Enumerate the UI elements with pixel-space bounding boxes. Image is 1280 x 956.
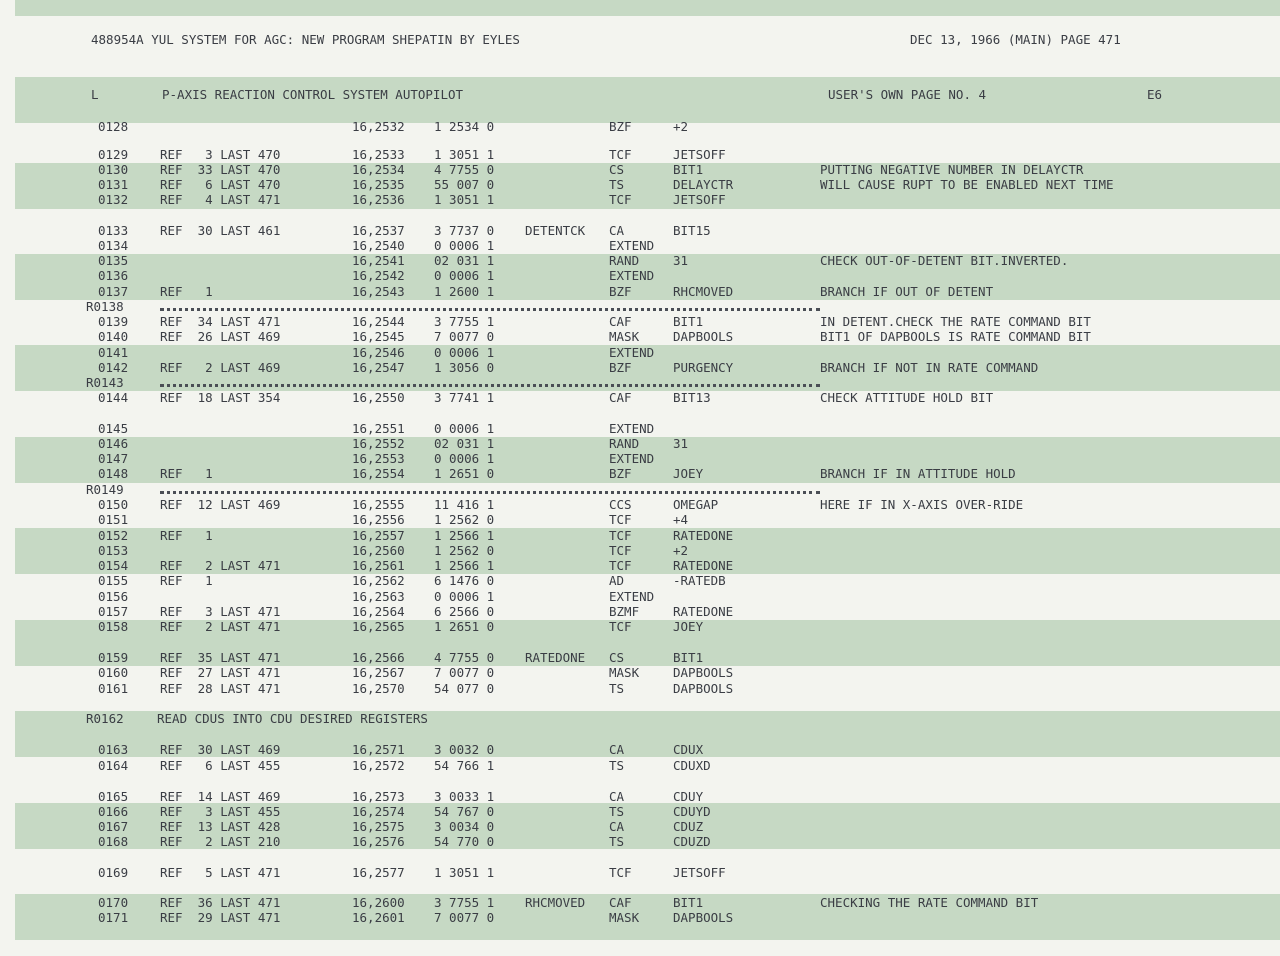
opcode-column: EXTEND: [609, 345, 655, 360]
listing-line: [0, 895, 1280, 910]
opcode-column: TS: [609, 177, 625, 192]
octal-word-column: 1 2566 1: [434, 558, 495, 573]
opcode-column: TS: [609, 834, 625, 849]
address-column: 16,2553: [352, 451, 405, 466]
octal-word-column: 1 3051 1: [434, 865, 495, 880]
listing-line: [0, 789, 1280, 804]
line-number: 0145: [98, 421, 129, 436]
ref-column: REF 30 LAST 469: [160, 742, 281, 757]
opcode-column: TCF: [609, 619, 632, 634]
octal-word-column: 0 0006 1: [434, 421, 495, 436]
opcode-column: TS: [609, 804, 625, 819]
program-title: 488954A YUL SYSTEM FOR AGC: NEW PROGRAM SHEPATIN BY EYLES: [91, 32, 520, 47]
section-title: P-AXIS REACTION CONTROL SYSTEM AUTOPILOT: [162, 87, 464, 102]
octal-word-column: 1 2600 1: [434, 284, 495, 299]
listing-line: [0, 177, 1280, 192]
opcode-column: MASK: [609, 910, 640, 925]
line-number: 0151: [98, 512, 129, 527]
operand-column: JETSOFF: [673, 192, 726, 207]
octal-word-column: 3 7755 1: [434, 314, 495, 329]
ref-column: REF 2 LAST 469: [160, 360, 281, 375]
operand-column: PURGENCY: [673, 360, 734, 375]
line-number: 0169: [98, 865, 129, 880]
line-number: 0152: [98, 528, 129, 543]
operand-column: JETSOFF: [673, 865, 726, 880]
listing-line: [0, 147, 1280, 162]
listing-line: [0, 589, 1280, 604]
listing-line: [0, 742, 1280, 757]
line-number: 0148: [98, 466, 129, 481]
listing-line: [0, 421, 1280, 436]
ref-column: REF 36 LAST 471: [160, 895, 281, 910]
address-column: 16,2545: [352, 329, 405, 344]
line-number: 0141: [98, 345, 129, 360]
line-number: 0136: [98, 268, 129, 283]
line-number: 0130: [98, 162, 129, 177]
line-number: 0155: [98, 573, 129, 588]
address-column: 16,2571: [352, 742, 405, 757]
ref-column: REF 29 LAST 471: [160, 910, 281, 925]
line-number: 0166: [98, 804, 129, 819]
opcode-column: TCF: [609, 558, 632, 573]
line-number: 0167: [98, 819, 129, 834]
ref-column: REF 3 LAST 455: [160, 804, 281, 819]
address-column: 16,2565: [352, 619, 405, 634]
octal-word-column: 3 7737 0: [434, 223, 495, 238]
octal-word-column: 0 0006 1: [434, 238, 495, 253]
address-column: 16,2533: [352, 147, 405, 162]
address-column: 16,2542: [352, 268, 405, 283]
section-code: E6: [1147, 87, 1163, 102]
listing-line: [0, 436, 1280, 451]
address-column: 16,2540: [352, 238, 405, 253]
operand-column: JOEY: [673, 619, 704, 634]
address-column: 16,2577: [352, 865, 405, 880]
address-column: 16,2576: [352, 834, 405, 849]
operand-column: CDUYD: [673, 804, 711, 819]
line-number: 0137: [98, 284, 129, 299]
ref-column: REF 3 LAST 471: [160, 604, 281, 619]
address-column: 16,2551: [352, 421, 405, 436]
operand-column: CDUXD: [673, 758, 711, 773]
page-date-number: DEC 13, 1966 (MAIN) PAGE 471: [910, 32, 1121, 47]
operand-column: +2: [673, 119, 689, 134]
operand-column: RATEDONE: [673, 558, 734, 573]
opcode-column: CA: [609, 742, 625, 757]
octal-word-column: 02 031 1: [434, 253, 495, 268]
ref-column: REF 1: [160, 284, 213, 299]
ref-column: REF 1: [160, 573, 213, 588]
line-number: 0131: [98, 177, 129, 192]
address-column: 16,2555: [352, 497, 405, 512]
octal-word-column: 11 416 1: [434, 497, 495, 512]
comment-column: IN DETENT.CHECK THE RATE COMMAND BIT: [820, 314, 1091, 329]
operand-column: BIT1: [673, 162, 704, 177]
address-column: 16,2601: [352, 910, 405, 925]
opcode-column: CA: [609, 819, 625, 834]
listing-line: [0, 345, 1280, 360]
listing-line: [0, 758, 1280, 773]
octal-word-column: 4 7755 0: [434, 650, 495, 665]
octal-word-column: 0 0006 1: [434, 451, 495, 466]
opcode-column: CS: [609, 162, 625, 177]
dotted-separator: [160, 384, 820, 387]
listing-line: [0, 558, 1280, 573]
operand-column: DAPBOOLS: [673, 329, 734, 344]
octal-word-column: 54 766 1: [434, 758, 495, 773]
listing-line: [0, 223, 1280, 238]
address-column: 16,2573: [352, 789, 405, 804]
octal-word-column: 1 3051 1: [434, 192, 495, 207]
ref-column: READ CDUS INTO CDU DESIRED REGISTERS: [157, 711, 428, 726]
line-number: 0164: [98, 758, 129, 773]
line-number: R0162: [86, 711, 124, 726]
label-column: RHCMOVED: [525, 895, 586, 910]
line-number: 0135: [98, 253, 129, 268]
line-number: 0147: [98, 451, 129, 466]
octal-word-column: 3 7755 1: [434, 895, 495, 910]
opcode-column: BZF: [609, 466, 632, 481]
dotted-separator: [160, 491, 820, 494]
listing-line: [0, 451, 1280, 466]
label-column: RATEDONE: [525, 650, 586, 665]
address-column: 16,2532: [352, 119, 405, 134]
octal-word-column: 3 0034 0: [434, 819, 495, 834]
listing-line: [0, 299, 1280, 314]
ref-column: REF 4 LAST 471: [160, 192, 281, 207]
opcode-column: BZF: [609, 284, 632, 299]
listing-line: [0, 650, 1280, 665]
ref-column: REF 2 LAST 471: [160, 619, 281, 634]
line-number: 0129: [98, 147, 129, 162]
line-number: R0138: [86, 299, 124, 314]
operand-column: RHCMOVED: [673, 284, 734, 299]
line-number: R0143: [86, 375, 124, 390]
address-column: 16,2567: [352, 665, 405, 680]
ref-column: REF 2 LAST 471: [160, 558, 281, 573]
address-column: 16,2537: [352, 223, 405, 238]
opcode-column: EXTEND: [609, 421, 655, 436]
address-column: 16,2563: [352, 589, 405, 604]
address-column: 16,2562: [352, 573, 405, 588]
listing-line: [0, 665, 1280, 680]
ref-column: REF 1: [160, 466, 213, 481]
operand-column: CDUX: [673, 742, 704, 757]
opcode-column: BZF: [609, 119, 632, 134]
operand-column: -RATEDB: [673, 573, 726, 588]
comment-column: PUTTING NEGATIVE NUMBER IN DELAYCTR: [820, 162, 1084, 177]
address-column: 16,2564: [352, 604, 405, 619]
line-number: 0159: [98, 650, 129, 665]
line-number: 0139: [98, 314, 129, 329]
octal-word-column: 1 2651 0: [434, 619, 495, 634]
page-header: [0, 0, 1280, 60]
operand-column: DAPBOOLS: [673, 665, 734, 680]
opcode-column: AD: [609, 573, 625, 588]
ref-column: REF 3 LAST 470: [160, 147, 281, 162]
octal-word-column: 1 2566 1: [434, 528, 495, 543]
log-column-marker: L: [91, 87, 99, 102]
octal-word-column: 7 0077 0: [434, 329, 495, 344]
listing-line: [0, 910, 1280, 925]
listing-line: [0, 497, 1280, 512]
ref-column: REF 1: [160, 528, 213, 543]
dotted-separator: [160, 308, 820, 311]
operand-column: DAPBOOLS: [673, 910, 734, 925]
comment-column: CHECK ATTITUDE HOLD BIT: [820, 390, 994, 405]
line-number: 0140: [98, 329, 129, 344]
listing-line: [0, 619, 1280, 634]
opcode-column: RAND: [609, 253, 640, 268]
octal-word-column: 54 077 0: [434, 681, 495, 696]
address-column: 16,2536: [352, 192, 405, 207]
octal-word-column: 0 0006 1: [434, 589, 495, 604]
line-number: 0142: [98, 360, 129, 375]
line-number: 0153: [98, 543, 129, 558]
opcode-column: EXTEND: [609, 451, 655, 466]
address-column: 16,2566: [352, 650, 405, 665]
operand-column: +2: [673, 543, 689, 558]
address-column: 16,2575: [352, 819, 405, 834]
octal-word-column: 7 0077 0: [434, 910, 495, 925]
line-number: 0168: [98, 834, 129, 849]
ref-column: REF 27 LAST 471: [160, 665, 281, 680]
ref-column: REF 34 LAST 471: [160, 314, 281, 329]
listing-line: [0, 865, 1280, 880]
operand-column: JOEY: [673, 466, 704, 481]
address-column: 16,2557: [352, 528, 405, 543]
comment-column: CHECKING THE RATE COMMAND BIT: [820, 895, 1039, 910]
operand-column: BIT13: [673, 390, 711, 405]
operand-column: OMEGAP: [673, 497, 719, 512]
opcode-column: TCF: [609, 543, 632, 558]
listing-line: [0, 390, 1280, 405]
listing-line: [0, 681, 1280, 696]
listing-line: [0, 119, 1280, 134]
operand-column: BIT1: [673, 650, 704, 665]
opcode-column: BZMF: [609, 604, 640, 619]
address-column: 16,2600: [352, 895, 405, 910]
operand-column: 31: [673, 436, 689, 451]
line-number: 0160: [98, 665, 129, 680]
ref-column: REF 26 LAST 469: [160, 329, 281, 344]
listing-line: [0, 268, 1280, 283]
ref-column: REF 6 LAST 455: [160, 758, 281, 773]
line-number: 0128: [98, 119, 129, 134]
opcode-column: CS: [609, 650, 625, 665]
octal-word-column: 1 2534 0: [434, 119, 495, 134]
listing-line: [0, 329, 1280, 344]
octal-word-column: 6 1476 0: [434, 573, 495, 588]
opcode-column: CAF: [609, 314, 632, 329]
opcode-column: EXTEND: [609, 589, 655, 604]
listing-line: [0, 711, 1280, 726]
label-column: DETENTCK: [525, 223, 586, 238]
comment-column: CHECK OUT-OF-DETENT BIT.INVERTED.: [820, 253, 1069, 268]
opcode-column: MASK: [609, 329, 640, 344]
ref-column: REF 12 LAST 469: [160, 497, 281, 512]
operand-column: RATEDONE: [673, 604, 734, 619]
ref-column: REF 35 LAST 471: [160, 650, 281, 665]
operand-column: DAPBOOLS: [673, 681, 734, 696]
address-column: 16,2560: [352, 543, 405, 558]
operand-column: RATEDONE: [673, 528, 734, 543]
address-column: 16,2550: [352, 390, 405, 405]
octal-word-column: 4 7755 0: [434, 162, 495, 177]
opcode-column: TS: [609, 681, 625, 696]
octal-word-column: 3 0032 0: [434, 742, 495, 757]
address-column: 16,2543: [352, 284, 405, 299]
listing-line: [0, 604, 1280, 619]
listing-line: [0, 819, 1280, 834]
listing-line: [0, 512, 1280, 527]
listing-line: [0, 834, 1280, 849]
operand-column: CDUY: [673, 789, 704, 804]
user-page-number: USER'S OWN PAGE NO. 4: [828, 87, 987, 102]
listing-line: [0, 466, 1280, 481]
octal-word-column: 1 2562 0: [434, 543, 495, 558]
octal-word-column: 6 2566 0: [434, 604, 495, 619]
address-column: 16,2552: [352, 436, 405, 451]
operand-column: BIT1: [673, 314, 704, 329]
octal-word-column: 7 0077 0: [434, 665, 495, 680]
octal-word-column: 1 2562 0: [434, 512, 495, 527]
line-number: 0154: [98, 558, 129, 573]
opcode-column: BZF: [609, 360, 632, 375]
listing-line: [0, 528, 1280, 543]
line-number: 0132: [98, 192, 129, 207]
line-number: 0156: [98, 589, 129, 604]
listing-line: [0, 192, 1280, 207]
address-column: 16,2556: [352, 512, 405, 527]
operand-column: BIT1: [673, 895, 704, 910]
ref-column: REF 14 LAST 469: [160, 789, 281, 804]
address-column: 16,2572: [352, 758, 405, 773]
address-column: 16,2574: [352, 804, 405, 819]
line-number: 0163: [98, 742, 129, 757]
listing-line: [0, 360, 1280, 375]
line-number: 0144: [98, 390, 129, 405]
comment-column: HERE IF IN X-AXIS OVER-RIDE: [820, 497, 1024, 512]
address-column: 16,2547: [352, 360, 405, 375]
listing-line: [0, 573, 1280, 588]
address-column: 16,2554: [352, 466, 405, 481]
comment-column: WILL CAUSE RUPT TO BE ENABLED NEXT TIME: [820, 177, 1114, 192]
line-number: 0171: [98, 910, 129, 925]
listing-line: [0, 375, 1280, 390]
opcode-column: CA: [609, 223, 625, 238]
line-number: 0165: [98, 789, 129, 804]
operand-column: DELAYCTR: [673, 177, 734, 192]
line-number: 0170: [98, 895, 129, 910]
address-column: 16,2544: [352, 314, 405, 329]
listing-line: [0, 238, 1280, 253]
listing-line: [0, 162, 1280, 177]
ref-column: REF 13 LAST 428: [160, 819, 281, 834]
listing-line: [0, 543, 1280, 558]
opcode-column: TCF: [609, 512, 632, 527]
octal-word-column: 1 2651 0: [434, 466, 495, 481]
listing-line: [0, 314, 1280, 329]
listing-line: [0, 253, 1280, 268]
address-column: 16,2561: [352, 558, 405, 573]
address-column: 16,2546: [352, 345, 405, 360]
opcode-column: TS: [609, 758, 625, 773]
octal-word-column: 02 031 1: [434, 436, 495, 451]
octal-word-column: 54 770 0: [434, 834, 495, 849]
ref-column: REF 30 LAST 461: [160, 223, 281, 238]
comment-column: BIT1 OF DAPBOOLS IS RATE COMMAND BIT: [820, 329, 1091, 344]
operand-column: CDUZ: [673, 819, 704, 834]
opcode-column: CAF: [609, 895, 632, 910]
comment-column: BRANCH IF OUT OF DETENT: [820, 284, 994, 299]
section-header: [0, 84, 1280, 110]
octal-word-column: 3 0033 1: [434, 789, 495, 804]
opcode-column: TCF: [609, 192, 632, 207]
line-number: 0133: [98, 223, 129, 238]
operand-column: 31: [673, 253, 689, 268]
operand-column: JETSOFF: [673, 147, 726, 162]
line-number: 0150: [98, 497, 129, 512]
listing-line: [0, 284, 1280, 299]
octal-word-column: 54 767 0: [434, 804, 495, 819]
octal-word-column: 0 0006 1: [434, 268, 495, 283]
opcode-column: MASK: [609, 665, 640, 680]
line-number: 0161: [98, 681, 129, 696]
opcode-column: CAF: [609, 390, 632, 405]
octal-word-column: 3 7741 1: [434, 390, 495, 405]
opcode-column: TCF: [609, 528, 632, 543]
opcode-column: RAND: [609, 436, 640, 451]
ref-column: REF 28 LAST 471: [160, 681, 281, 696]
ref-column: REF 6 LAST 470: [160, 177, 281, 192]
address-column: 16,2535: [352, 177, 405, 192]
line-number: 0157: [98, 604, 129, 619]
line-number: 0146: [98, 436, 129, 451]
address-column: 16,2541: [352, 253, 405, 268]
address-column: 16,2570: [352, 681, 405, 696]
line-number: 0158: [98, 619, 129, 634]
octal-word-column: 55 007 0: [434, 177, 495, 192]
operand-column: CDUZD: [673, 834, 711, 849]
ref-column: REF 2 LAST 210: [160, 834, 281, 849]
operand-column: +4: [673, 512, 689, 527]
opcode-column: CCS: [609, 497, 632, 512]
opcode-column: EXTEND: [609, 238, 655, 253]
octal-word-column: 1 3051 1: [434, 147, 495, 162]
listing-line: [0, 482, 1280, 497]
line-number: 0134: [98, 238, 129, 253]
opcode-column: TCF: [609, 865, 632, 880]
ref-column: REF 18 LAST 354: [160, 390, 281, 405]
listing-line: [0, 804, 1280, 819]
ref-column: REF 5 LAST 471: [160, 865, 281, 880]
comment-column: BRANCH IF NOT IN RATE COMMAND: [820, 360, 1039, 375]
opcode-column: EXTEND: [609, 268, 655, 283]
opcode-column: TCF: [609, 147, 632, 162]
opcode-column: CA: [609, 789, 625, 804]
ref-column: REF 33 LAST 470: [160, 162, 281, 177]
octal-word-column: 1 3056 0: [434, 360, 495, 375]
octal-word-column: 0 0006 1: [434, 345, 495, 360]
line-number: R0149: [86, 482, 124, 497]
address-column: 16,2534: [352, 162, 405, 177]
operand-column: BIT15: [673, 223, 711, 238]
comment-column: BRANCH IF IN ATTITUDE HOLD: [820, 466, 1016, 481]
